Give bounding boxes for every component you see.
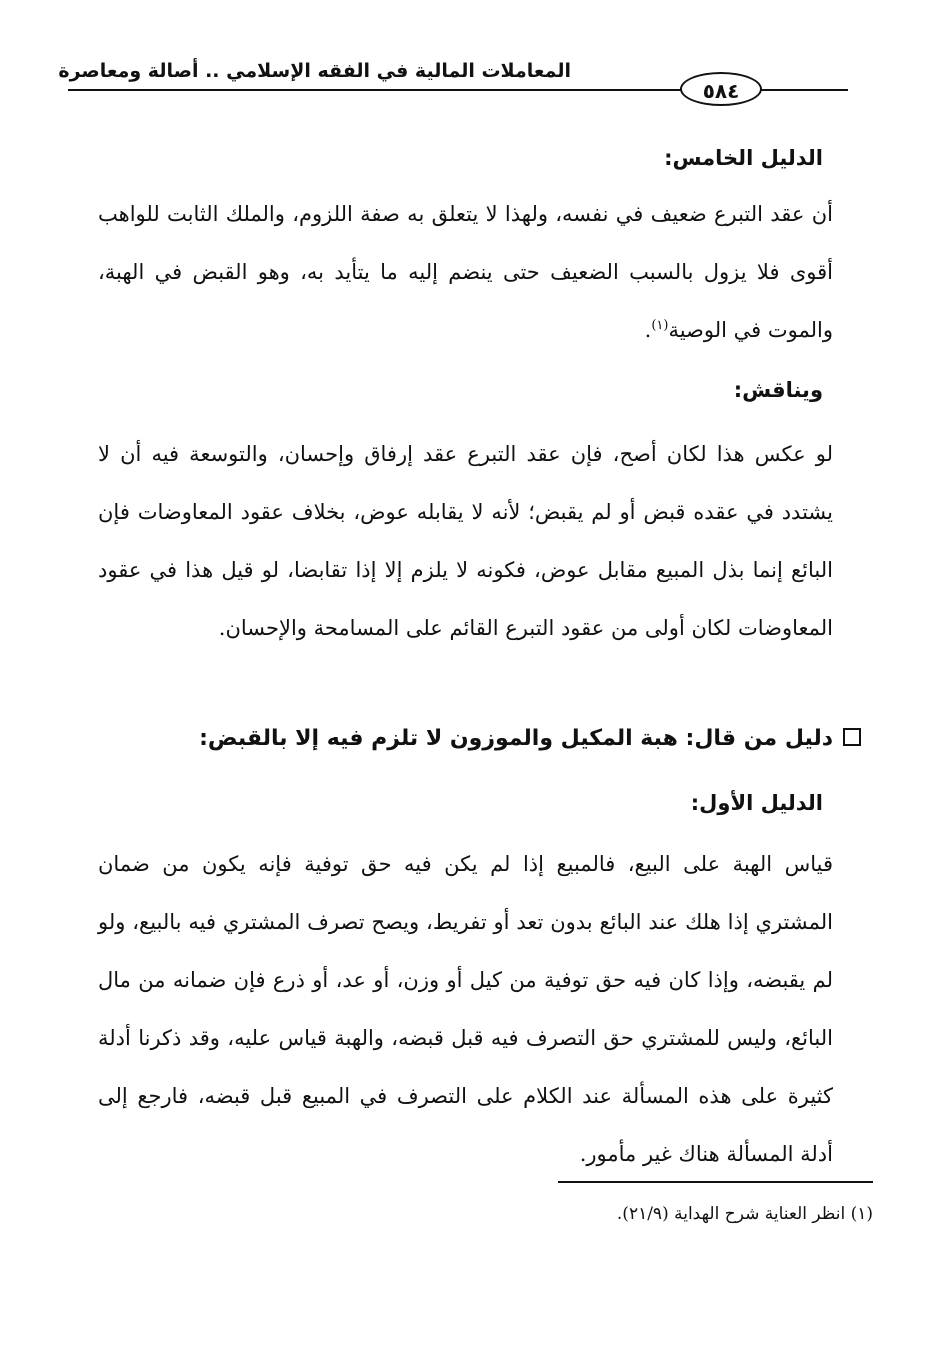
section-heading (81, 720, 861, 758)
running-title: المعاملات المالية في الفقه الإسلامي .. أصالة ومعاصرة (58, 60, 571, 82)
square-icon (843, 728, 861, 746)
page-number: ٥٨٤ (680, 72, 762, 106)
discussion-heading: ويناقش: (733, 378, 823, 402)
fifth-evidence-text-end: . (644, 318, 652, 342)
discussion-paragraph: لو عكس هذا لكان أصح، فإن عقد التبرع عقد إرفاق وإحسان، والتوسعة فيه أن لا يشتدد في عقده قبض أو لم يقبض؛ لأنه لا يقابله عوض، بخلاف عقود المعاوضات فإن البائع إنما بذل المبيع مقابل عوض، فكونه لا يلزم إلا إذا تقابضا، لو قيل هذا في عقود المعاوضات لكان أولى من عقود التبرع القائم على المسامحة والإحسان. (98, 442, 833, 640)
footnote-rule (558, 1181, 873, 1183)
fifth-evidence-paragraph (98, 185, 833, 359)
first-evidence-paragraph: قياس الهبة على البيع، فالمبيع إذا لم يكن فيه حق توفية فإنه يكون من ضمان المشتري إذا هلك عند البائع بدون تعد أو تفريط، ويصح تصرف المشتري فيه بالبيع، ولو لم يقبضه، وإذا كان فيه حق توفية من كيل أو وزن، أو عد، أو ذرع فإن ضمانه من مال البائع، وليس للمشتري حق التصرف فيه قبل قبضه، والهبة قياس عليه، وقد ذكرنا أدلة كثيرة على هذه المسألة عند الكلام على التصرف في المبيع قبل قبضه، فارجع إلى أدلة المسألة هناك غير مأمور. (98, 852, 833, 1166)
fifth-evidence-heading: الدليل الخامس: (664, 146, 823, 170)
footnote: (١) انظر العناية شرح الهداية (٢١/٩). (616, 1204, 873, 1224)
section-heading-text: دليل من قال: هبة المكيل والموزون لا تلزم فيه إلا بالقبض: (199, 726, 833, 751)
footnote-marker: (١) (651, 318, 669, 333)
first-evidence-heading: الدليل الأول: (690, 791, 823, 815)
fifth-evidence-text: أن عقد التبرع ضعيف في نفسه، ولهذا لا يتعلق به صفة اللزوم، والملك الثابت للواهب أقوى فلا يزول بالسبب الضعيف حتى ينضم إليه ما يتأيد به، وهو القبض في الهبة، والموت في الوصية (98, 202, 833, 342)
